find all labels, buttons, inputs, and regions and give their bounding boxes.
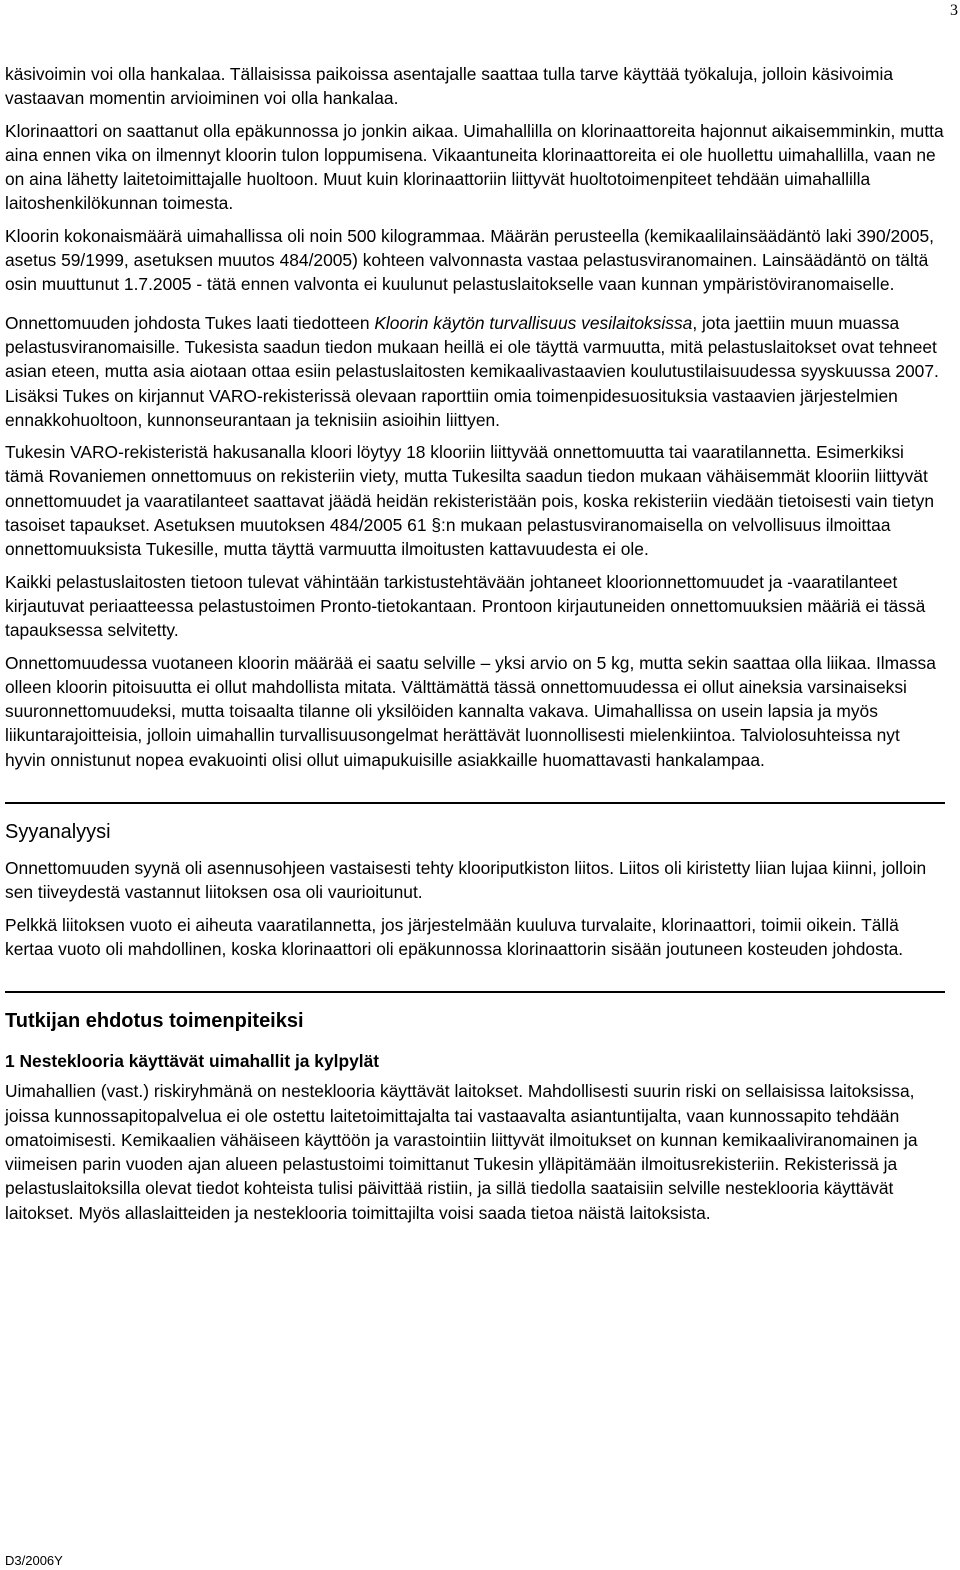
document-code: D3/2006Y xyxy=(5,1553,63,1568)
paragraph: Kaikki pelastuslaitosten tietoon tulevat vähintään tarkistustehtävään johtaneet kloorionnettomuudet ja -vaaratilanteet kirjautuvat periaatteessa pelastustoimen Pronto-tietokantaan. Prontoon kirjautuneiden onnettomuuksien määriä ei tässä tapauksessa selvitetty. xyxy=(5,571,926,641)
section-heading-syyanalyysi: Syyanalyysi xyxy=(5,821,111,844)
paragraph: Uimahallien (vast.) riskiryhmänä on nesteklooria käyttävät laitokset. Mahdollisesti suurin riski on sellaisissa laitoksissa, joissa kunnossapitopalvelua ei ole ostettu laitetoimittajalta tai vastaavalta asiantuntijalta, vaan kunnossapito tehdään omatoimisesti. Kemikaalien vähäiseen käyttöön ja varastointiin liittyvät ilmoitukset on kunnan kemikaaliviranomainen ja viimeisen parin vuoden ajan alueen pelastustoimi toimittanut Tukesin ylläpitämään ilmoitusrekisteriin. Rekisterissä ja pelastuslaitoksilla olevat tiedot kohteista tulisi päivittää ristiin, ja sillä tiedolla saataisiin selville nesteklooria käyttävät laitokset. Myös allaslaitteiden ja nesteklooria toimittajilta voisi saada tietoa näistä laitoksista. xyxy=(5,1081,918,1223)
section-divider xyxy=(5,991,945,993)
paragraph: käsivoimin voi olla hankalaa. Tällaisissa paikoissa asentajalle saattaa tulla tarve käyttää työkaluja, jolloin käsivoimia vastaavan momentin arvioiminen voi olla hankalaa. xyxy=(5,64,894,109)
paragraph: Onnettomuudessa vuotaneen kloorin määrää ei saatu selville – yksi arvio on 5 kg, mutta sekin saattaa olla liikaa. Ilmassa olleen kloorin pitoisuutta ei ollut mahdollista mitata. Välttämättä tässä onnettomuudessa ei ollut aineksia varsinaiseksi suuronnettomuudeksi, mutta toisaalta tilanne oli yksilöiden kannalta vakava. Uimahallissa on usein lapsia ja myös liikuntarajoitteisia, jolloin uimahallin turvallisuusongelmat herättävät luonnollisesti mielenkiintoa. Talviolosuhteissa nyt hyvin onnistunut nopea evakuointi olisi ollut uimapukuisille asiakkaille huomattavasti hankalampaa. xyxy=(5,652,936,770)
subsection-heading: 1 Nesteklooria käyttävät uimahallit ja kylpylät xyxy=(5,1051,380,1072)
document-title-italic: Kloorin käytön turvallisuus vesilaitoksissa xyxy=(374,312,693,333)
section-divider xyxy=(5,802,945,804)
paragraph: Pelkkä liitoksen vuoto ei aiheuta vaaratilannetta, jos järjestelmään kuuluva turvalaite, klorinaattori, toimii oikein. Tällä kertaa vuoto oli mahdollinen, koska klorinaattori oli epäkunnossa klorinaattorin sisään joutuneen kosteuden johdosta. xyxy=(5,914,904,959)
document-body xyxy=(5,62,945,1233)
paragraph-tukes xyxy=(5,311,945,432)
text: Onnettomuuden johdosta Tukes laati tiedotteen xyxy=(5,312,375,333)
paragraph: Kloorin kokonaismäärä uimahallissa oli noin 500 kilogrammaa. Määrän perusteella (kemikaalilainsäädäntö laki 390/2005, asetus 59/1999, asetuksen muutos 484/2005) kohteen valvonnasta vastaa pelastusviranomainen. Lainsäädäntö on tältä osin muuttunut 1.7.2005 - tätä ennen valvonta ei kuulunut pelastuslaitokselle vaan kunnan ympäristöviranomaiselle. xyxy=(5,225,934,295)
paragraph: Tukesin VARO-rekisteristä hakusanalla kloori löytyy 18 klooriin liittyvää onnettomuutta tai vaaratilannetta. Esimerkiksi tämä Rovaniemen onnettomuus on rekisteriin viety, mutta Tukesilta saadun tiedon mukaan vähäisemmät klooriin liittyvät onnettomuudet ja vaaratilanteet saattavat jäädä heidän rekisteristään pois, koska rekisteriin viedään tietoisesti vain tietyn tasoiset tapaukset. Asetuksen muutoksen 484/2005 61 §:n mukaan pelastusviranomaisella on velvollisuus ilmoittaa onnettomuuksista Tukesille, mutta täyttä varmuutta ilmoitusten kattavuudesta ei ole. xyxy=(5,442,935,560)
paragraph: Klorinaattori on saattanut olla epäkunnossa jo jonkin aikaa. Uimahallilla on klorinaattoreita hajonnut aikaisemminkin, mutta aina ennen vika on ilmennyt kloorin tulon loppumisena. Vikaantuneita klorinaattoreita ei ole huollettu uimahallilla, vaan ne on aina lähetty laitetoimittajalle huoltoon. Muut kuin klorinaattoriin liittyvät huoltotoimenpiteet tehdään uimahallilla laitoshenkilökunnan toimesta. xyxy=(5,120,944,214)
page-number: 3 xyxy=(950,2,958,19)
paragraph: Onnettomuuden syynä oli asennusohjeen vastaisesti tehty klooriputkiston liitos. Liitos oli kiristetty liian lujaa kiinni, jolloin sen tiiveydestä vastannut liitoksen osa oli vaurioitunut. xyxy=(5,858,927,903)
section-heading-ehdotus: Tutkijan ehdotus toimenpiteiksi xyxy=(5,1010,304,1033)
text: , jota jaettiin muun muassa pelastusviranomaisille. Tukesista saadun tiedon mukaan heillä ei ole täyttä varmuutta, mitä pelastuslaitokset ovat tehneet asian eteen, mutta asia aiotaan ottaa esiin pelastuslaitosten kemikaalivastaavien koulutustilaisuudessa syyskuussa 2007. Lisäksi Tukes on kirjannut VARO-rekisterissä olevaan raporttiin omia toimenpidesuosituksia vastaavien järjestelmien ennakkohuoltoon, kunnonseurantaan ja teknisiin asioihin liittyen. xyxy=(5,312,939,430)
